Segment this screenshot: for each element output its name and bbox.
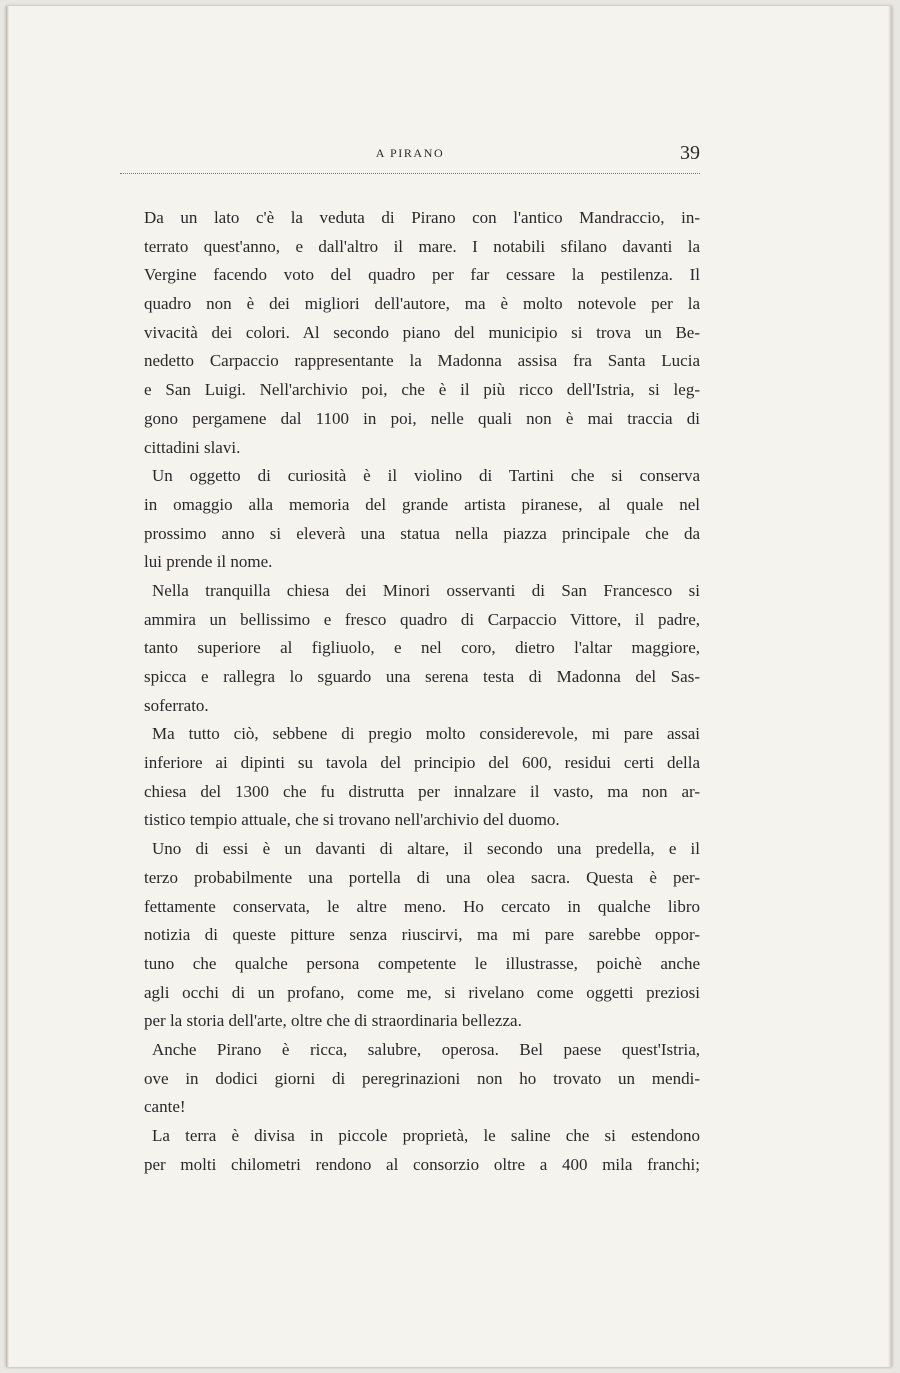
paragraph [144, 835, 700, 1036]
text-line: gono pergamene dal 1100 in poi, nelle quali non è mai traccia di [144, 408, 700, 428]
book-page [6, 6, 892, 1367]
text-line: fettamente conservata, le altre meno. Ho cercato in qualche libro [144, 896, 700, 916]
paragraph [144, 1122, 700, 1179]
text-line: tanto superiore al figliuolo, e nel coro, dietro l'altar maggiore, [144, 638, 700, 658]
text-line: cante! [144, 1097, 186, 1117]
text-line: nedetto Carpaccio rappresentante la Madonna assisa fra Santa Lucia [144, 351, 700, 371]
text-line: notizia di queste pitture senza riuscirvi, ma mi pare sarebbe oppor- [144, 925, 700, 945]
running-title: A PIRANO [375, 146, 445, 160]
text-line: Anche Pirano è ricca, salubre, operosa. Bel paese quest'Istria, [152, 1039, 700, 1059]
page-right-edge [888, 6, 892, 1367]
body-text [144, 204, 700, 1179]
text-line: Da un lato c'è la veduta di Pirano con l'antico Mandraccio, in- [144, 208, 700, 227]
text-line: Vergine facendo voto del quadro per far cessare la pestilenza. Il [144, 265, 700, 285]
text-line: vivacità dei colori. Al secondo piano del municipio si trova un Be- [144, 322, 700, 342]
page-number: 39 [680, 142, 700, 164]
text-line: prossimo anno si eleverà una statua nella piazza principale che da [144, 523, 700, 543]
text-line: spicca e rallegra lo sguardo una serena testa di Madonna del Sas- [144, 667, 700, 686]
text-line: Nella tranquilla chiesa dei Minori osservanti di San Francesco si [152, 580, 700, 600]
text-line: terzo probabilmente una portella di una olea sacra. Questa è per- [144, 867, 700, 887]
text-line: Uno di essi è un davanti di altare, il secondo una predella, e il [152, 839, 700, 859]
text-line: tistico tempio attuale, che si trovano nell'archivio del duomo. [144, 810, 560, 830]
text-line: cittadini slavi. [144, 437, 241, 457]
paragraph [144, 462, 700, 577]
text-line: per molti chilometri rendono al consorzio oltre a 400 mila franchi; [144, 1154, 700, 1174]
text-line: tuno che qualche persona competente le illustrasse, poichè anche [144, 953, 700, 973]
text-line: e San Luigi. Nell'archivio poi, che è il più ricco dell'Istria, si leg- [144, 380, 700, 400]
text-line: ammira un bellissimo e fresco quadro di Carpaccio Vittore, il padre, [144, 609, 700, 629]
text-line: Ma tutto ciò, sebbene di pregio molto considerevole, mi pare assai [152, 724, 700, 744]
text-line: ove in dodici giorni di peregrinazioni non ho trovato un mendi- [144, 1068, 700, 1088]
text-line: agli occhi di un profano, come me, si rivelano come oggetti preziosi [144, 982, 700, 1002]
text-line: chiesa del 1300 che fu distrutta per innalzare il vasto, ma non ar- [144, 781, 700, 801]
running-header [120, 139, 700, 174]
paragraph [144, 1036, 700, 1122]
paragraph [144, 204, 700, 462]
paragraph [144, 577, 700, 720]
text-line: inferiore ai dipinti su tavola del principio del 600, residui certi della [144, 753, 700, 773]
text-line: soferrato. [144, 695, 209, 715]
text-line: Un oggetto di curiosità è il violino di Tartini che si conserva [152, 466, 700, 486]
text-line: per la storia dell'arte, oltre che di straordinaria bellezza. [144, 1011, 522, 1031]
text-line: terrato quest'anno, e dall'altro il mare. I notabili sfilano davanti la [144, 236, 700, 256]
page-left-edge [6, 6, 9, 1367]
text-line: quadro non è dei migliori dell'autore, ma è molto notevole per la [144, 294, 700, 314]
text-line: La terra è divisa in piccole proprietà, le saline che si estendono [152, 1126, 700, 1145]
text-line: lui prende il nome. [144, 552, 273, 572]
text-line: in omaggio alla memoria del grande artista piranese, al quale nel [144, 494, 700, 514]
paragraph [144, 720, 700, 835]
